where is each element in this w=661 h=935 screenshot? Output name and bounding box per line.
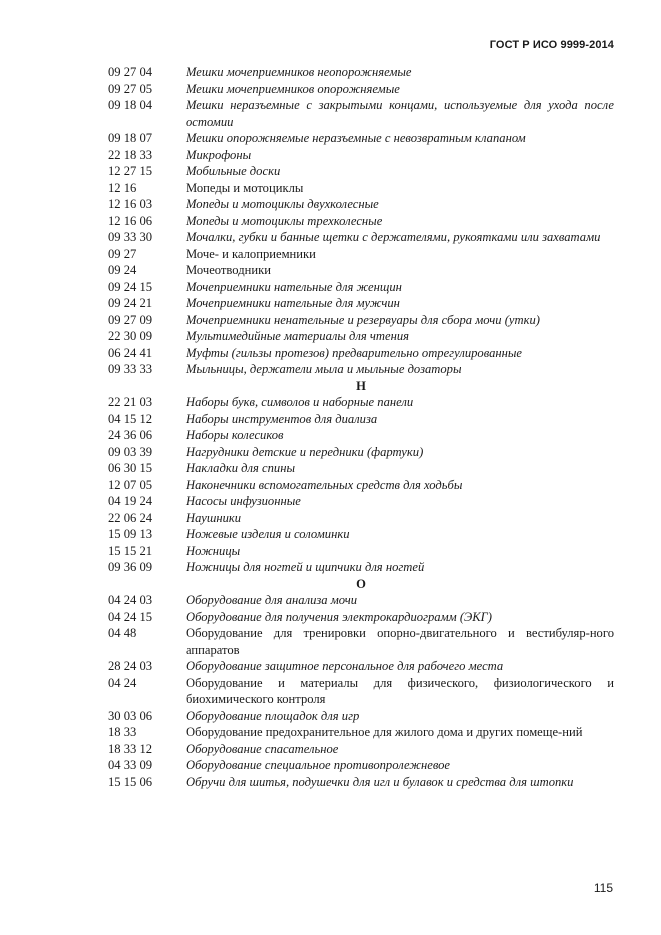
entry-code: 09 18 07 [108, 131, 153, 145]
index-entry [108, 543, 614, 560]
index-entry [108, 246, 614, 263]
entry-code: 09 24 [108, 263, 137, 277]
entry-code: 09 27 [108, 246, 137, 261]
entry-code: 09 27 09 [108, 312, 153, 327]
index-entry [108, 163, 614, 180]
index-entry [108, 741, 614, 758]
entry-code: 12 16 [108, 180, 137, 195]
entry-code: 24 36 06 [108, 428, 153, 442]
entry-code: 09 18 04 [108, 98, 153, 112]
entry-title: Ножевые изделия и соломинки [186, 527, 350, 541]
entry-code: 09 33 33 [108, 362, 153, 376]
index-entry [108, 361, 614, 378]
entry-code: 12 16 06 [108, 213, 153, 228]
index-entry [108, 81, 614, 98]
entry-title: Мобильные доски [186, 164, 281, 178]
entry-title: Мешки опорожняемые неразъемные с невозвратным клапаном [186, 131, 526, 145]
entry-title: Насосы инфузионные [186, 494, 301, 508]
entry-code: 09 33 30 [108, 230, 153, 244]
entry-title: Наконечники вспомогательных средств для ходьбы [186, 477, 463, 492]
index-entry [108, 312, 614, 329]
entry-title: Мешки мочеприемников опорожняемые [186, 81, 400, 96]
entry-title: Мультимедийные материалы для чтения [186, 329, 410, 343]
entry-title: Мочеотводники [186, 263, 271, 277]
entry-title: Наборы колесиков [186, 428, 284, 442]
index-entry [108, 345, 614, 362]
entry-title: Оборудование для анализа мочи [186, 593, 358, 607]
index-entry [108, 279, 614, 296]
entry-title: Мешки неразъемные с закрытыми концами, используемые для ухода после остомии [186, 98, 614, 129]
entry-code: 06 24 41 [108, 345, 153, 360]
index-entry [108, 444, 614, 461]
entry-title: Мыльницы, держатели мыла и мыльные дозаторы [186, 362, 462, 376]
entry-code: 04 33 09 [108, 758, 153, 772]
entry-code: 12 16 03 [108, 197, 153, 211]
entry-code: 18 33 12 [108, 741, 153, 756]
entry-title: Накладки для спины [186, 461, 296, 475]
entry-title: Оборудование предохранительное для жилого дома и других помеще-ний [186, 725, 583, 739]
index-list [108, 64, 614, 790]
entry-title: Мочеприемники нательные для женщин [186, 279, 402, 294]
entry-code: 28 24 03 [108, 659, 153, 673]
entry-title: Наушники [186, 510, 242, 525]
entry-code: 04 24 15 [108, 609, 153, 624]
index-entry [108, 130, 614, 147]
entry-code: 15 09 13 [108, 527, 153, 541]
entry-title: Мочеприемники нательные для мужчин [186, 296, 400, 310]
entry-code: 22 06 24 [108, 510, 153, 525]
entry-code: 15 15 21 [108, 543, 153, 558]
entry-title: Мочалки, губки и банные щетки с держателями, рукоятками или захватами [186, 230, 601, 244]
index-entry [108, 97, 614, 130]
index-entry [108, 526, 614, 543]
entry-title: Ножницы [186, 543, 241, 558]
entry-code: 04 24 03 [108, 593, 153, 607]
entry-code: 15 15 06 [108, 774, 153, 789]
index-entry [108, 64, 614, 81]
index-entry [108, 180, 614, 197]
entry-title: Моче- и калоприемники [186, 246, 316, 261]
index-entry [108, 411, 614, 428]
page-number: 115 [593, 881, 613, 895]
entry-title: Мочеприемники ненательные и резервуары для сбора мочи (утки) [186, 312, 540, 327]
entry-title: Обручи для шитья, подушечки для игл и булавок и средства для штопки [186, 774, 574, 789]
entry-title: Ножницы для ногтей и щипчики для ногтей [186, 560, 425, 574]
entry-code: 22 18 33 [108, 147, 153, 162]
index-entry [108, 724, 614, 741]
entry-code: 22 30 09 [108, 329, 153, 343]
index-entry [108, 229, 614, 246]
entry-code: 18 33 [108, 725, 137, 739]
entry-code: 09 27 05 [108, 81, 153, 96]
standard-header: ГОСТ Р ИСО 9999-2014 [489, 39, 614, 51]
index-entry [108, 675, 614, 708]
entry-code: 09 36 09 [108, 560, 153, 574]
index-entry [108, 510, 614, 527]
index-entry [108, 328, 614, 345]
index-entry [108, 609, 614, 626]
entry-title: Оборудование площадок для игр [186, 708, 360, 723]
index-entry [108, 592, 614, 609]
entry-title: Оборудование для получения электрокардиограмм (ЭКГ) [186, 609, 492, 624]
index-entry [108, 147, 614, 164]
index-entry [108, 658, 614, 675]
index-entry [108, 460, 614, 477]
index-entry [108, 708, 614, 725]
entry-code: 22 21 03 [108, 395, 153, 409]
section-letter: О [356, 576, 366, 591]
entry-code: 04 48 [108, 626, 137, 640]
index-entry [108, 757, 614, 774]
entry-title: Наборы инструментов для диализа [186, 411, 378, 426]
entry-title: Мопеды и мотоциклы трехколесные [186, 213, 383, 228]
entry-title: Оборудование для тренировки опорно-двигательного и вестибуляр-ного аппаратов [186, 626, 614, 657]
entry-code: 30 03 06 [108, 708, 153, 723]
entry-code: 09 24 21 [108, 296, 153, 310]
entry-code: 04 19 24 [108, 494, 153, 508]
entry-code: 12 07 05 [108, 477, 153, 492]
entry-title: Нагрудники детские и передники (фартуки) [186, 444, 424, 459]
entry-title: Мопеды и мотоциклы двухколесные [186, 197, 379, 211]
index-entry [108, 295, 614, 312]
section-letter: Н [356, 378, 366, 393]
entry-title: Оборудование спасательное [186, 741, 339, 756]
index-entry [108, 774, 614, 791]
entry-code: 04 24 [108, 675, 137, 690]
index-entry [108, 625, 614, 658]
index-entry [108, 493, 614, 510]
entry-code: 04 15 12 [108, 411, 153, 426]
entry-code: 12 27 15 [108, 164, 153, 178]
index-entry [108, 427, 614, 444]
index-entry [108, 394, 614, 411]
entry-code: 09 27 04 [108, 65, 153, 79]
entry-title: Наборы букв, символов и наборные панели [186, 395, 414, 409]
entry-code: 09 24 15 [108, 279, 153, 294]
entry-title: Мешки мочеприемников неопорожняемые [186, 65, 412, 79]
entry-title: Микрофоны [186, 147, 252, 162]
index-entry [108, 262, 614, 279]
entry-title: Оборудование и материалы для физического, физиологического и биохимического контроля [186, 675, 614, 706]
entry-code: 09 03 39 [108, 444, 153, 459]
index-entry [108, 477, 614, 494]
index-entry [108, 196, 614, 213]
entry-title: Мопеды и мотоциклы [186, 180, 304, 195]
entry-title: Оборудование специальное противопролежневое [186, 758, 451, 772]
index-entry [108, 559, 614, 576]
entry-code: 06 30 15 [108, 461, 153, 475]
entry-title: Муфты (гильзы протезов) предварительно отрегулированные [186, 345, 523, 360]
entry-title: Оборудование защитное персональное для рабочего места [186, 659, 504, 673]
index-entry [108, 213, 614, 230]
